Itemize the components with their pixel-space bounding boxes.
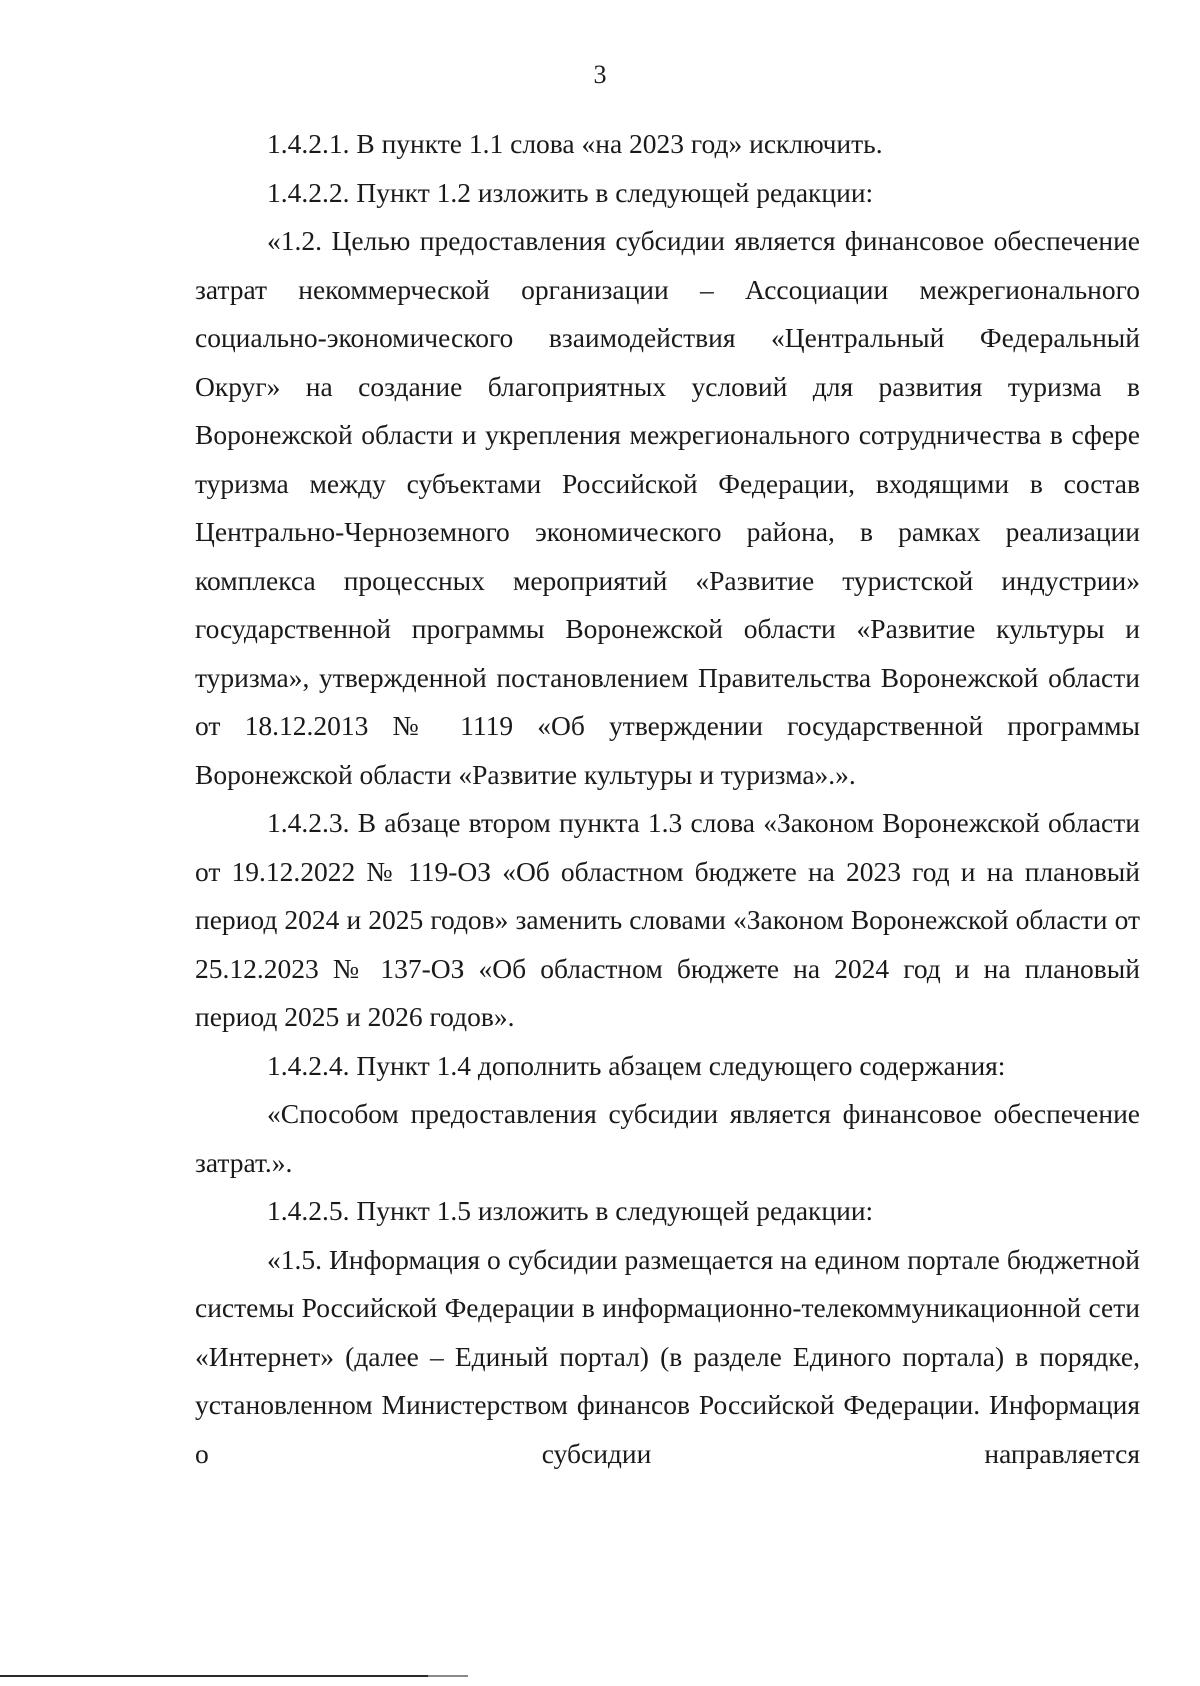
paragraph-quote-method: «Способом предоставления субсидии является финансовое обеспечение затрат.». <box>195 1098 1140 1178</box>
paragraph-1-4-2-4: 1.4.2.4. Пункт 1.4 дополнить абзацем следующего содержания: <box>267 1049 1006 1081</box>
paragraph-1-4-2-1: 1.4.2.1. В пункте 1.1 слова «на 2023 год» исключить. <box>267 128 883 159</box>
paragraph-1-4-2-2: 1.4.2.2. Пункт 1.2 изложить в следующей редакции: <box>267 176 874 208</box>
paragraph-quote-1-2: «1.2. Целью предоставления субсидии является финансовое обеспечение затрат некоммерческой организации – Ассоциации межрегионального социально-экономического взаимодействия «Центральный Федеральный Округ» на создание благоприятных условий для развития туризма в Воронежской области и укрепления межрегионального сотрудничества в сфере туризма между субъектами Российской Федерации, входящими в состав Центрально-Черноземного экономического района, в рамках реализации комплекса процессных мероприятий «Развитие туристской индустрии» государственной программы Воронежской области «Развитие культуры и туризма», утвержденной постановлением Правительства Воронежской области от 18.12.2013 № 1119 «Об утверждении государственной программы Воронежской области «Развитие культуры и туризма».». <box>195 225 1140 790</box>
footer-rule <box>0 1675 455 1677</box>
paragraph-1-4-2-5: 1.4.2.5. Пункт 1.5 изложить в следующей редакции: <box>267 1195 874 1226</box>
footer-rule-fragment <box>428 1675 468 1677</box>
paragraph-quote-1-5: «1.5. Информация о субсидии размещается на едином портале бюджетной системы Российской Федерации в информационно-телекоммуникационной сети «Интернет» (далее – Единый портал) (в разделе Единого портала) в порядке, установленном Министерством финансов Российской Федерации. Информация о субсидии направляется <box>195 1243 1140 1469</box>
page-number: 3 <box>593 60 607 89</box>
paragraph-1-4-2-3: 1.4.2.3. В абзаце втором пункта 1.3 слова «Законом Воронежской области от 19.12.2022 № 119-ОЗ «Об областном бюджете на 2023 год и на плановый период 2024 и 2025 годов» заменить словами «Законом Воронежской области от 25.12.2023 № 137-ОЗ «Об областном бюджете на 2024 год и на плановый период 2025 и 2026 годов». <box>195 807 1140 1032</box>
document-body <box>195 120 1140 1478</box>
